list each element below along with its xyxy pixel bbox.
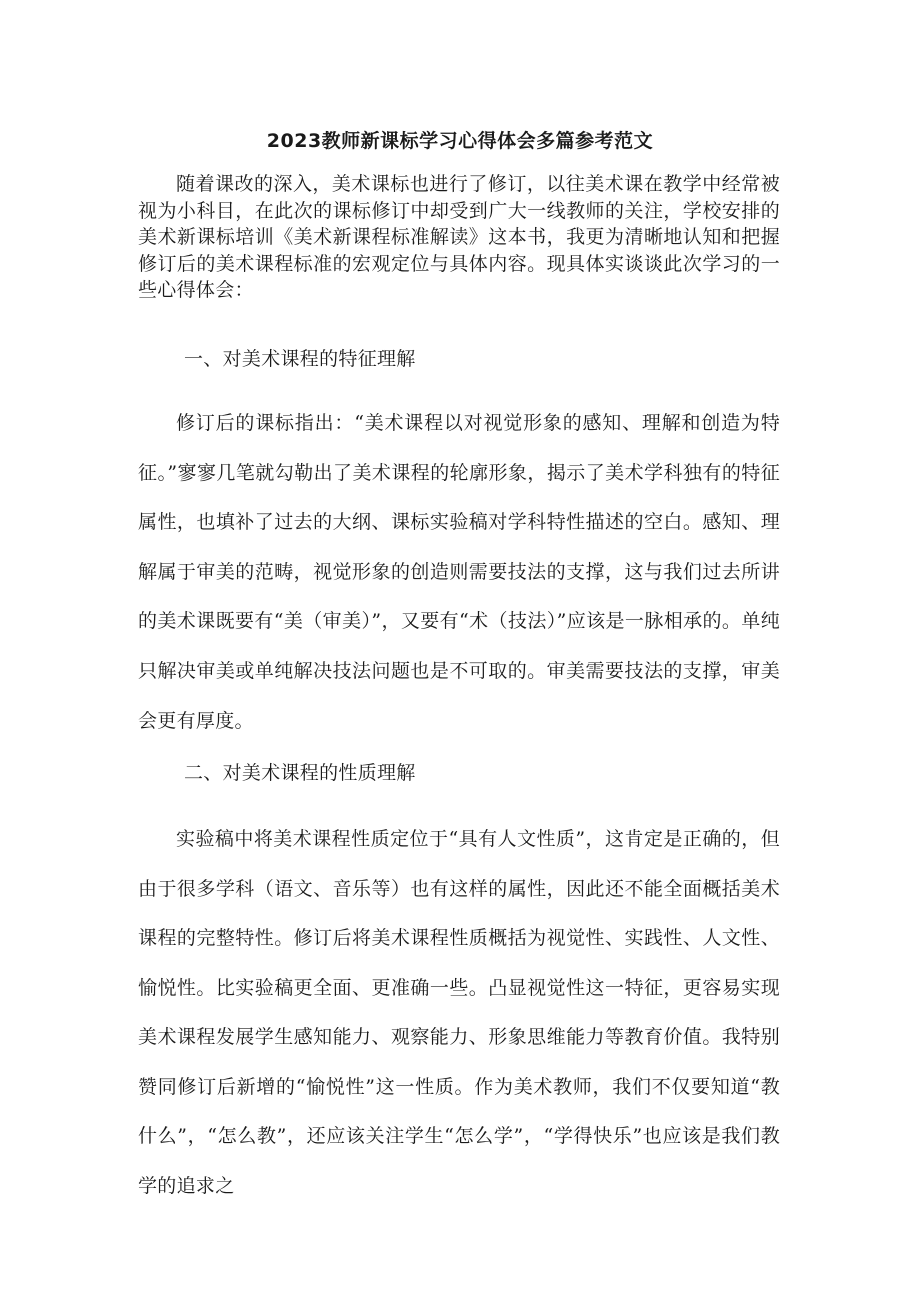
intro-paragraph: 随着课改的深入，美术课标也进行了修订，以往美术课在教学中经常被视为小科目，在此次的课标修订中却受到广大一线教师的关注，学校安排的美术新课标培训《美术新课程标准解读》这本书，我更为清晰地认知和把握修订后的美术课程标准的宏观定位与具体内容。现具体实谈谈此次学习的一些心得体会： — [138, 173, 780, 301]
document-title: 2023教师新课标学习心得体会多篇参考范文 — [266, 130, 654, 152]
section-paragraph-1: 修订后的课标指出：“美术课程以对视觉形象的感知、理解和创造为特征。”寥寥几笔就勾勒出了美术课程的轮廓形象，揭示了美术学科独有的特征属性，也填补了过去的大纲、课标实验稿对学科特性描述的空白。感知、理解属于审美的范畴，视觉形象的创造则需要技法的支撑，这与我们过去所讲的美术课既要有“美（审美）”，又要有“术（技法）”应该是一脉相承的。单纯只解决审美或单纯解决技法问题也是不可取的。审美需要技法的支撑，审美会更有厚度。 — [138, 412, 780, 732]
section-heading-1: 一、对美术课程的特征理解 — [184, 348, 416, 370]
section-paragraph-2: 实验稿中将美术课程性质定位于“具有人文性质”，这肯定是正确的，但由于很多学科（语文、音乐等）也有这样的属性，因此还不能全面概括美术课程的完整特性。修订后将美术课程性质概括为视觉性、实践性、人文性、愉悦性。比实验稿更全面、更准确一些。凸显视觉性这一特征，更容易实现美术课程发展学生感知能力、观察能力、形象思维能力等教育价值。我特别赞同修订后新增的“愉悦性”这一性质。作为美术教师，我们不仅要知道“教什么”，“怎么教”，还应该关注学生“怎么学”，“学得快乐”也应该是我们教学的追求之 — [138, 828, 780, 1197]
section-heading-2: 二、对美术课程的性质理解 — [184, 762, 416, 784]
